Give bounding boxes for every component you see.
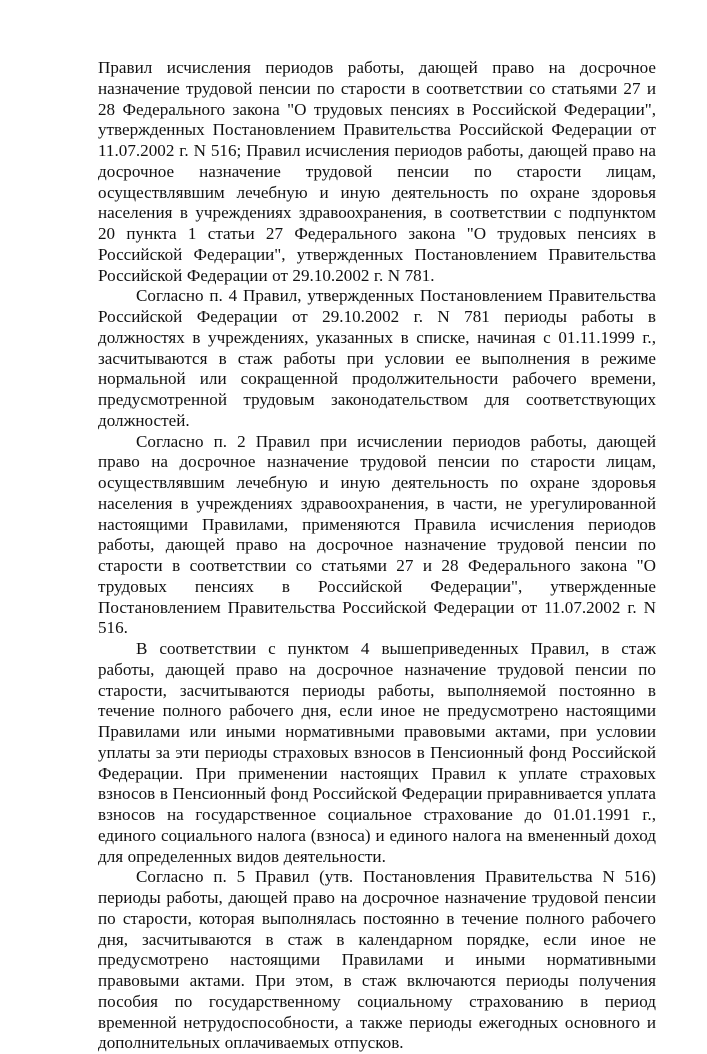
paragraph-3: Согласно п. 2 Правил при исчислении периодов работы, дающей право на досрочное назначение трудовой пенсии по старости лицам, осуществлявшим лечебную и иную деятельность по охране здоровья населения в учреждениях здравоохранения, в части, не урегулированной настоящими Правилами, применяются Правила исчисления периодов работы, дающей право на досрочное назначение трудовой пенсии по старости в соответствии со статьями 27 и 28 Федерального закона "О трудовых пенсиях в Российской Федерации", утвержденные Постановлением Правительства Российской Федерации от 11.07.2002 г. N 516. [98, 431, 656, 638]
paragraph-1: Правил исчисления периодов работы, дающей право на досрочное назначение трудовой пенсии по старости в соответствии со статьями 27 и 28 Федерального закона "О трудовых пенсиях в Российской Федерации", утвержденных Постановлением Правительства Российской Федерации от 11.07.2002 г. N 516; Правил исчисления периодов работы, дающей право на досрочное назначение трудовой пенсии по старости лицам, осуществлявшим лечебную и иную деятельность по охране здоровья населения в учреждениях здравоохранения, в соответствии с подпунктом 20 пункта 1 статьи 27 Федерального закона "О трудовых пенсиях в Российской Федерации", утвержденных Постановлением Правительства Российской Федерации от 29.10.2002 г. N 781. [98, 58, 656, 285]
paragraph-5: Согласно п. 5 Правил (утв. Постановления Правительства N 516) периоды работы, дающей право на досрочное назначение трудовой пенсии по старости, которая выполнялась постоянно в течение полного рабочего дня, засчитываются в стаж в календарном порядке, если иное не предусмотрено настоящими Правилами и иными нормативными правовыми актами. При этом, в стаж включаются периоды получения пособия по государственному социальному страхованию в период временной нетрудоспособности, а также периоды ежегодных основного и дополнительных оплачиваемых отпусков. [98, 867, 656, 1053]
paragraph-4: В соответствии с пунктом 4 вышеприведенных Правил, в стаж работы, дающей право на досрочное назначение трудовой пенсии по старости, засчитываются периоды работы, выполняемой постоянно в течение полного рабочего дня, если иное не предусмотрено настоящими Правилами или иными нормативными правовыми актами, при условии уплаты за эти периоды страховых взносов в Пенсионный фонд Российской Федерации. При применении настоящих Правил к уплате страховых взносов в Пенсионный фонд Российской Федерации приравнивается уплата взносов на государственное социальное страхование до 01.01.1991 г., единого социального налога (взноса) и единого налога на вмененный доход для определенных видов деятельности. [98, 639, 656, 866]
document-text-body [98, 58, 656, 1054]
paragraph-2: Согласно п. 4 Правил, утвержденных Постановлением Правительства Российской Федерации от 29.10.2002 г. N 781 периоды работы в должностях в учреждениях, указанных в списке, начиная с 01.11.1999 г., засчитываются в стаж работы при условии ее выполнения в режиме нормальной или сокращенной продолжительности рабочего времени, предусмотренной трудовым законодательством для соответствующих должностей. [98, 286, 656, 430]
